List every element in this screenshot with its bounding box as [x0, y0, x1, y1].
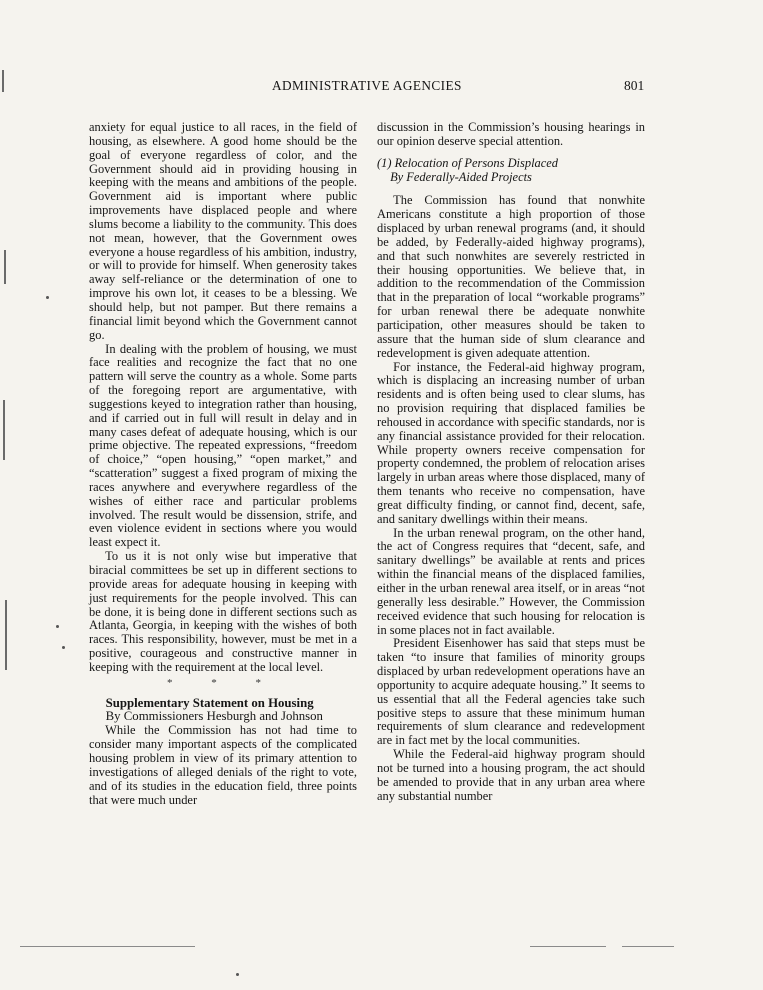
- page-number: 801: [624, 78, 645, 93]
- bottom-scan-rule: [622, 946, 674, 947]
- right-paragraph-2: For instance, the Federal-aid highway program, which is displacing an increasing number of urban residents and is often being used to clear slums, has no provision requiring that displaced families be rehoused in accordance with specific standards, nor is any financial assistance provided for their relocation. While property owners receive compensation for property condemned, the problem of relocation arises largely in urban areas where those displaced, many of them tenants who receive no compensation, have great difficulty finding, or cannot find, decent, safe, and sanitary dwellings within their means.: [377, 359, 646, 526]
- left-paragraph-2: In dealing with the problem of housing, we must face realities and recognize the fact that no one pattern will serve the country as a whole. Some parts of the foregoing report are argumentative, with suggestions keyed to integration rather than housing, and if carried out in full will result in delay and in many cases defeat of adequate housing, which is our prime objective. The repeated expressions, “freedom of choice,” “open housing,” “open market,” and “scatteration” suggest a fixed program of mixing the races anywhere and everywhere regardless of the wishes of either race and particular problems involved. The result would be dissension, strife, and even violence evident in sections where you would least expect it.: [89, 341, 357, 550]
- bottom-scan-rule: [20, 946, 195, 947]
- subheading-line-2: By Federally-Aided Projects: [390, 169, 532, 184]
- left-paragraph-1: anxiety for equal justice to all races, in the field of housing, as elsewhere. A good home should be the goal of everyone regardless of color, and the Government should aid in providing housing in keeping with the means and ambitions of the people. Government aid is important where public improvements have displaced people and where slums become a liability to the community. This does not mean, however, that the Government owes everyone a house regardless of his ambition, industry, or will to provide for himself. When generosity takes away self-reliance or the determination of one to improve his own lot, it ceases to be a blessing. We should help, but not pamper. But there remains a financial limit beyond which the Government cannot go.: [89, 120, 357, 342]
- bottom-scan-rule: [530, 946, 606, 947]
- scan-speck: [46, 296, 49, 299]
- right-lead-paragraph: discussion in the Commission’s housing hearings in our opinion deserve special attention.: [377, 120, 645, 148]
- section-heading: Supplementary Statement on Housing: [105, 695, 314, 710]
- subheading: [377, 157, 645, 185]
- right-paragraph-1: The Commission has found that nonwhite Americans constitute a high proportion of those displaced by urban renewal programs (and, it should be added, by Federally-aided highway programs), and that such nonwhites are severely restricted in their housing opportunities. We believe that, in addition to the recommendation of the Commission that in the preparation of local “workable programs” for urban renewal there be adequate nonwhite participation, other measures should be taken to assure that the human side of slum clearance and redevelopment is given adequate attention.: [377, 193, 645, 360]
- byline: By Commissioners Hesburgh and Johnson: [105, 709, 323, 724]
- scan-edge-mark: [4, 250, 6, 284]
- left-column: [89, 121, 357, 807]
- subheading-line-1: (1) Relocation of Persons Displaced: [377, 155, 558, 170]
- right-paragraph-3: In the urban renewal program, on the other hand, the act of Congress requires that “decent, safe, and sanitary dwellings” be available at rents and prices within the financial means of the displaced families, either in the urban renewal area itself, or in areas “not generally less desirable.” However, the Commission received evidence that such housing for relocation is in some places not in fact available.: [377, 525, 645, 637]
- left-paragraph-3: To us it is not only wise but imperative that biracial committees be set up in different sections to provide areas for adequate housing in keeping with just requirements for the people involved. This can be done, it is being done in different sections such as Atlanta, Georgia, in keeping with the wishes of both races. This responsibility, however, must be met in a positive, courageous and constructive manner in keeping with the requirement at the local level.: [89, 549, 357, 674]
- right-paragraph-4: President Eisenhower has said that steps must be taken “to insure that families of minority groups displaced by urban redevelopment operations have an opportunity to acquire adequate housing.” It seems to us essential that all the Federal agencies take such positive steps to assure that these minimum human requirements of slum clearance and redevelopment are in fact met by the local communities.: [377, 636, 645, 748]
- page-header: [0, 78, 763, 98]
- scan-edge-mark: [3, 400, 5, 460]
- scan-speck: [236, 973, 239, 976]
- scan-speck: [56, 625, 59, 628]
- section-separator: * * *: [167, 676, 279, 689]
- right-paragraph-5: While the Federal-aid highway program should not be turned into a housing program, the act should be amended to provide that in any urban area where any substantial number: [377, 747, 645, 803]
- scan-edge-mark: [5, 600, 7, 670]
- scan-speck: [62, 646, 65, 649]
- right-column: [377, 121, 645, 804]
- running-head: ADMINISTRATIVE AGENCIES: [272, 78, 462, 93]
- left-section-paragraph: While the Commission has not had time to consider many important aspects of the complicated housing problem in view of its primary attention to investigations of alleged denials of the right to vote, and of its studies in the education field, three points that were much under: [89, 723, 357, 807]
